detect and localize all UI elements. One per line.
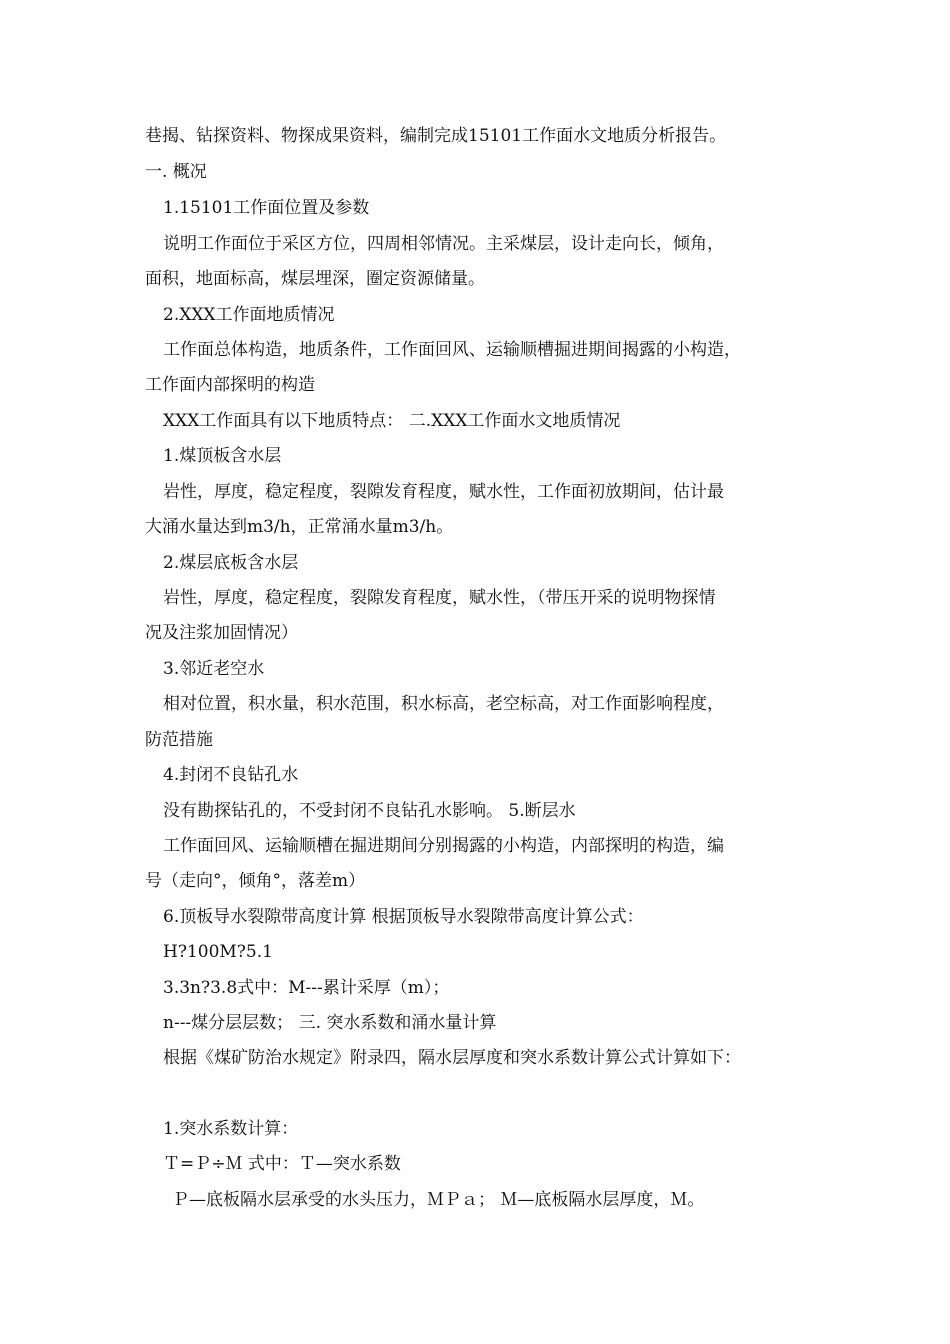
subsection-heading: 2.XXX工作面地质情况 [163,305,335,325]
text-line: 巷揭、钻探资料、物探成果资料，编制完成15101工作面水文地质分析报告。 [145,126,727,146]
subsection-heading: 1.突水系数计算： [163,1119,299,1139]
text-line: 岩性，厚度，稳定程度，裂隙发育程度，赋水性，工作面初放期间，估计最 [163,482,724,502]
text-line: 工作面内部探明的构造 [145,375,315,395]
formula-line: H?100M?5.1 [163,942,273,962]
text-line: 根据《煤矿防治水规定》附录四，隔水层厚度和突水系数计算公式计算如下： [163,1048,741,1068]
text-line: XXX工作面具有以下地质特点： 二.XXX工作面水文地质情况 [163,411,621,431]
subsection-heading: 1.煤顶板含水层 [163,446,282,466]
text-line: 6.顶板导水裂隙带高度计算 根据顶板导水裂隙带高度计算公式： [163,907,644,927]
text-line: 相对位置，积水量，积水范围，积水标高，老空标高，对工作面影响程度， [163,694,724,714]
subsection-heading: 2.煤层底板含水层 [163,553,299,573]
text-line: 没有勘探钻孔的，不受封闭不良钻孔水影响。 5.断层水 [163,801,576,821]
subsection-heading: 1.15101工作面位置及参数 [163,198,370,218]
text-line: 说明工作面位于采区方位，四周相邻情况。主采煤层，设计走向长，倾角， [163,234,724,254]
text-line: 面积，地面标高，煤层埋深，圈定资源储量。 [145,269,485,289]
text-line: 况及注浆加固情况） [145,623,298,643]
text-line: 防范措施 [145,730,213,750]
section-heading-overview: 一. 概况 [145,162,207,182]
text-line: Ｐ—底板隔水层承受的水头压力，ＭＰａ； Ｍ—底板隔水层厚度，Ｍ。 [172,1190,705,1210]
text-line: 工作面回风、运输顺槽在掘进期间分别揭露的小构造，内部探明的构造，编 [163,836,724,856]
formula-line: 3.3n?3.8式中：M---累计采厚（m）； [163,978,450,998]
subsection-heading: 3.邻近老空水 [163,659,265,679]
text-line: 工作面总体构造，地质条件，工作面回风、运输顺槽掘进期间揭露的小构造， [163,340,741,360]
text-line: 大涌水量达到m3/h，正常涌水量m3/h。 [145,517,454,537]
text-line: n---煤分层层数； 三. 突水系数和涌水量计算 [163,1013,497,1033]
text-line: 岩性，厚度，稳定程度，裂隙发育程度，赋水性，（带压开采的说明物探情 [163,588,716,608]
text-line: 号（走向°，倾角°，落差m） [145,871,366,891]
formula-line: Ｔ=Ｐ÷Ｍ 式中：Ｔ—突水系数 [163,1154,401,1174]
subsection-heading: 4.封闭不良钻孔水 [163,765,299,785]
